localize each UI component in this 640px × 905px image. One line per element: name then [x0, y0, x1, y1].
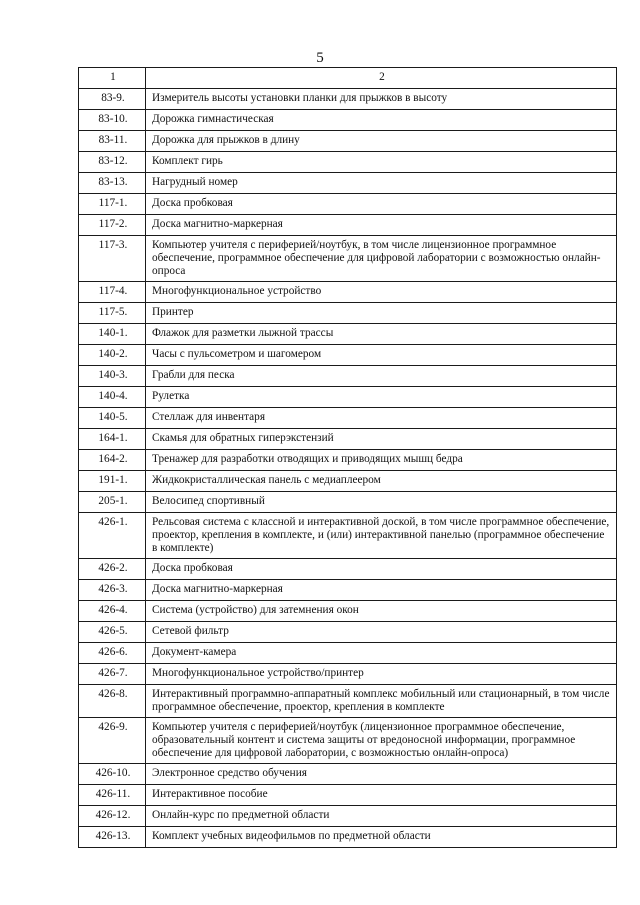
header-column-2: 2 [146, 68, 617, 89]
table-row [79, 718, 617, 764]
table-row [79, 559, 617, 580]
row-description: Рулетка [146, 387, 617, 408]
table-row [79, 215, 617, 236]
row-code: 426-10. [79, 764, 146, 785]
row-code: 140-3. [79, 366, 146, 387]
table-row [79, 110, 617, 131]
row-description: Компьютер учителя с периферией/ноутбук (лицензионное программное обеспечение, образовательный контент и система защиты от вредоносной информации, программное обеспечение для цифровой лаборатории, с возможностью онлайн-опроса) [146, 718, 617, 764]
row-code: 83-11. [79, 131, 146, 152]
row-description: Многофункциональное устройство/принтер [146, 664, 617, 685]
row-code: 426-11. [79, 785, 146, 806]
row-code: 140-4. [79, 387, 146, 408]
row-code: 117-2. [79, 215, 146, 236]
row-code: 140-5. [79, 408, 146, 429]
table-row [79, 282, 617, 303]
row-description: Нагрудный номер [146, 173, 617, 194]
row-code: 83-12. [79, 152, 146, 173]
row-description: Сетевой фильтр [146, 622, 617, 643]
row-description: Флажок для разметки лыжной трассы [146, 324, 617, 345]
table-row [79, 622, 617, 643]
row-code: 140-1. [79, 324, 146, 345]
row-description: Система (устройство) для затемнения окон [146, 601, 617, 622]
table-row [79, 492, 617, 513]
table-row [79, 785, 617, 806]
row-code: 426-9. [79, 718, 146, 764]
table-row [79, 324, 617, 345]
row-description: Документ-камера [146, 643, 617, 664]
table-row [79, 827, 617, 848]
row-code: 164-1. [79, 429, 146, 450]
row-code: 426-7. [79, 664, 146, 685]
row-code: 117-1. [79, 194, 146, 215]
table-row [79, 685, 617, 718]
row-description: Интерактивный программно-аппаратный комплекс мобильный или стационарный, в том числе программное обеспечение, проектор, крепления в комплекте [146, 685, 617, 718]
table-row [79, 303, 617, 324]
row-description: Онлайн-курс по предметной области [146, 806, 617, 827]
row-code: 426-3. [79, 580, 146, 601]
row-description: Велосипед спортивный [146, 492, 617, 513]
row-description: Доска магнитно-маркерная [146, 215, 617, 236]
table-row [79, 580, 617, 601]
row-description: Стеллаж для инвентаря [146, 408, 617, 429]
row-description: Интерактивное пособие [146, 785, 617, 806]
row-code: 426-12. [79, 806, 146, 827]
table-row [79, 643, 617, 664]
row-code: 205-1. [79, 492, 146, 513]
table-row [79, 450, 617, 471]
table-row [79, 89, 617, 110]
row-code: 83-13. [79, 173, 146, 194]
row-description: Доска пробковая [146, 194, 617, 215]
row-code: 426-1. [79, 513, 146, 559]
row-code: 117-4. [79, 282, 146, 303]
table-row [79, 173, 617, 194]
row-code: 83-10. [79, 110, 146, 131]
table-row [79, 664, 617, 685]
table-header-row [79, 68, 617, 89]
row-description: Рельсовая система с классной и интерактивной доской, в том числе программное обеспечение, проектор, крепления в комплекте, и (или) интерактивной панелью (программное обеспечение в комплекте) [146, 513, 617, 559]
row-code: 426-2. [79, 559, 146, 580]
row-code: 426-6. [79, 643, 146, 664]
row-code: 117-3. [79, 236, 146, 282]
row-description: Скамья для обратных гиперэкстензий [146, 429, 617, 450]
row-description: Принтер [146, 303, 617, 324]
row-description: Доска магнитно-маркерная [146, 580, 617, 601]
table-row [79, 366, 617, 387]
row-code: 426-13. [79, 827, 146, 848]
row-description: Комплект гирь [146, 152, 617, 173]
table-row [79, 806, 617, 827]
row-code: 140-2. [79, 345, 146, 366]
row-description: Комплект учебных видеофильмов по предметной области [146, 827, 617, 848]
table-row [79, 345, 617, 366]
header-column-1: 1 [79, 68, 146, 89]
table-row [79, 152, 617, 173]
row-description: Тренажер для разработки отводящих и приводящих мышц бедра [146, 450, 617, 471]
equipment-table [78, 67, 617, 848]
row-code: 426-5. [79, 622, 146, 643]
table-row [79, 764, 617, 785]
table-row [79, 131, 617, 152]
row-description: Электронное средство обучения [146, 764, 617, 785]
table-row [79, 408, 617, 429]
table-row [79, 513, 617, 559]
table-row [79, 429, 617, 450]
table-row [79, 236, 617, 282]
row-code: 164-2. [79, 450, 146, 471]
table-row [79, 387, 617, 408]
row-description: Жидкокристаллическая панель с медиаплеером [146, 471, 617, 492]
row-description: Доска пробковая [146, 559, 617, 580]
row-description: Дорожка для прыжков в длину [146, 131, 617, 152]
page-number: 5 [316, 50, 324, 66]
table-body [79, 68, 617, 848]
row-code: 83-9. [79, 89, 146, 110]
table-row [79, 601, 617, 622]
row-code: 117-5. [79, 303, 146, 324]
row-description: Компьютер учителя с периферией/ноутбук, в том числе лицензионное программное обеспечение, программное обеспечение для цифровой лаборатории с возможностью онлайн-опроса [146, 236, 617, 282]
table-row [79, 471, 617, 492]
table-row [79, 194, 617, 215]
row-description: Грабли для песка [146, 366, 617, 387]
row-code: 426-4. [79, 601, 146, 622]
row-code: 426-8. [79, 685, 146, 718]
row-description: Дорожка гимнастическая [146, 110, 617, 131]
row-code: 191-1. [79, 471, 146, 492]
row-description: Измеритель высоты установки планки для прыжков в высоту [146, 89, 617, 110]
row-description: Многофункциональное устройство [146, 282, 617, 303]
row-description: Часы с пульсометром и шагомером [146, 345, 617, 366]
